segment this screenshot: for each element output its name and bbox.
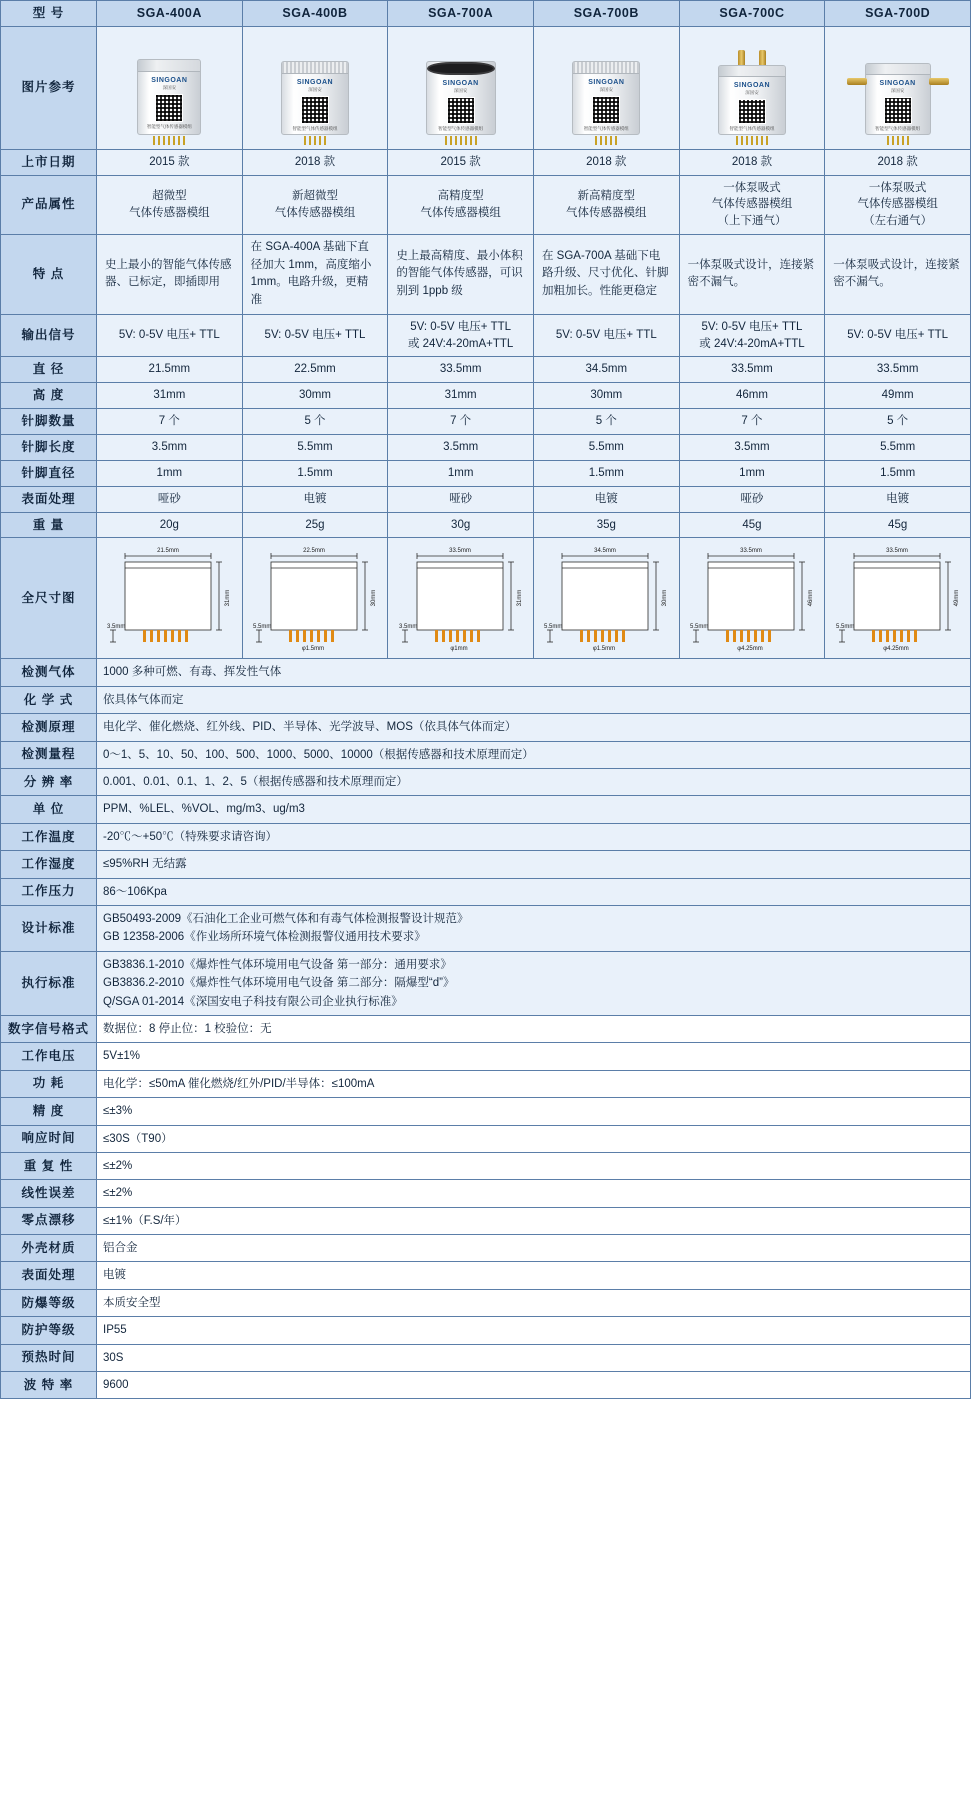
row-label: 特 点 bbox=[1, 234, 97, 314]
dimension-cell bbox=[97, 538, 243, 659]
row-label: 波 特 率 bbox=[1, 1372, 97, 1399]
qr-code-icon bbox=[592, 96, 620, 124]
spec-cell: 哑砂 bbox=[388, 486, 534, 512]
spec-cell: 30mm bbox=[242, 383, 388, 409]
spec-cell: 31mm bbox=[97, 383, 243, 409]
row-label: 工作电压 bbox=[1, 1043, 97, 1070]
spec-value-cell: 本质安全型 bbox=[97, 1289, 971, 1316]
table-row bbox=[1, 1070, 971, 1097]
row-label: 表面处理 bbox=[1, 486, 97, 512]
sensor-body bbox=[426, 61, 496, 135]
spec-cell: 45g bbox=[679, 512, 825, 538]
brand-label: SINGOAN bbox=[733, 81, 771, 89]
product-caption: 智能型气体传感器模组 bbox=[438, 125, 484, 131]
spec-cell: 2015 款 bbox=[388, 149, 534, 175]
spec-cell: 5V: 0-5V 电压+ TTL bbox=[97, 315, 243, 357]
row-label: 产品属性 bbox=[1, 175, 97, 234]
row-label: 工作湿度 bbox=[1, 851, 97, 878]
spec-value-cell: 0～1、5、10、50、100、500、1000、5000、10000（根据传感器和技术原理而定） bbox=[97, 741, 971, 768]
product-image-cell bbox=[388, 26, 534, 149]
spec-cell: 1.5mm bbox=[533, 460, 679, 486]
spec-cell: 20g bbox=[97, 512, 243, 538]
spec-cell: 一体泵吸式设计，连接紧密不漏气。 bbox=[679, 234, 825, 314]
product-caption: 智能型气体传感器模组 bbox=[292, 125, 338, 131]
row-label: 针脚长度 bbox=[1, 434, 97, 460]
spec-cell: 5V: 0-5V 电压+ TTL bbox=[242, 315, 388, 357]
table-row bbox=[1, 26, 971, 149]
spec-value-cell: ≤±1%（F.S/年） bbox=[97, 1207, 971, 1234]
table-row bbox=[1, 741, 971, 768]
model-header-sga-400b: SGA-400B bbox=[242, 1, 388, 27]
sensor-body bbox=[718, 65, 786, 135]
table-row bbox=[1, 175, 971, 234]
svg-text:φ1.5mm: φ1.5mm bbox=[301, 646, 325, 653]
row-label: 上市日期 bbox=[1, 149, 97, 175]
spec-cell: 新高精度型 气体传感器模组 bbox=[533, 175, 679, 234]
spec-cell: 5.5mm bbox=[242, 434, 388, 460]
qr-code-icon bbox=[301, 96, 329, 124]
row-label: 表面处理 bbox=[1, 1262, 97, 1289]
model-header-sga-700b: SGA-700B bbox=[533, 1, 679, 27]
spec-cell: 高精度型 气体传感器模组 bbox=[388, 175, 534, 234]
sensor-photo bbox=[103, 31, 236, 145]
svg-text:3.5mm: 3.5mm bbox=[398, 624, 417, 631]
spec-cell: 33.5mm bbox=[825, 357, 971, 383]
sensor-pins bbox=[153, 136, 185, 145]
spec-cell: 33.5mm bbox=[388, 357, 534, 383]
spec-value-cell: 依具体气体而定 bbox=[97, 686, 971, 713]
brand-sub-label: 深国安 bbox=[453, 88, 468, 94]
spec-value-cell: 电化学、催化燃烧、红外线、PID、半导体、光学波导、MOS（依具体气体而定） bbox=[97, 714, 971, 741]
spec-cell: 电镀 bbox=[533, 486, 679, 512]
svg-text:5.5mm: 5.5mm bbox=[689, 624, 709, 631]
row-label: 高 度 bbox=[1, 383, 97, 409]
table-row bbox=[1, 796, 971, 823]
spec-cell: 在 SGA-700A 基础下电路升级、尺寸优化、针脚加粗加长。性能更稳定 bbox=[533, 234, 679, 314]
spec-cell: 34.5mm bbox=[533, 357, 679, 383]
spec-cell: 5.5mm bbox=[825, 434, 971, 460]
svg-text:φ4.25mm: φ4.25mm bbox=[737, 646, 763, 653]
spec-value-cell: -20℃～+50℃（特殊要求请咨询） bbox=[97, 823, 971, 850]
table-row bbox=[1, 659, 971, 686]
spec-cell: 2018 款 bbox=[679, 149, 825, 175]
spec-cell: 一体泵吸式设计，连接紧密不漏气。 bbox=[825, 234, 971, 314]
spec-cell: 2015 款 bbox=[97, 149, 243, 175]
product-caption: 智能型气体传感器模组 bbox=[146, 123, 192, 129]
spec-cell: 7 个 bbox=[97, 409, 243, 435]
brand-sub-label: 深国安 bbox=[162, 84, 177, 90]
spec-cell: 33.5mm bbox=[679, 357, 825, 383]
row-label: 响应时间 bbox=[1, 1125, 97, 1152]
table-row bbox=[1, 234, 971, 314]
row-label: 化 学 式 bbox=[1, 686, 97, 713]
spec-value-cell: 86～106Kpa bbox=[97, 878, 971, 905]
spec-value-cell: ≤±3% bbox=[97, 1098, 971, 1125]
svg-text:φ4.25mm: φ4.25mm bbox=[882, 646, 909, 653]
sensor-cap bbox=[138, 60, 200, 72]
sensor-pins bbox=[595, 136, 617, 145]
spec-cell: 超微型 气体传感器模组 bbox=[97, 175, 243, 234]
table-row bbox=[1, 714, 971, 741]
nozzle-pair-icon bbox=[738, 50, 766, 66]
row-label: 数字信号格式 bbox=[1, 1015, 97, 1042]
spec-value-cell: 30S bbox=[97, 1344, 971, 1371]
spec-cell: 哑砂 bbox=[97, 486, 243, 512]
spec-cell: 1mm bbox=[97, 460, 243, 486]
svg-text:34.5mm: 34.5mm bbox=[594, 548, 617, 555]
brand-label: SINGOAN bbox=[151, 76, 188, 84]
table-row bbox=[1, 1235, 971, 1262]
spec-cell: 3.5mm bbox=[97, 434, 243, 460]
spec-cell: 5.5mm bbox=[533, 434, 679, 460]
brand-sub-label: 深国安 bbox=[308, 86, 322, 92]
svg-text:31mm: 31mm bbox=[225, 590, 232, 607]
sensor-cap bbox=[282, 62, 348, 74]
brand-sub-label: 深国安 bbox=[599, 86, 614, 92]
model-header-sga-700a: SGA-700A bbox=[388, 1, 534, 27]
spec-cell: 5V: 0-5V 电压+ TTL 或 24V:4-20mA+TTL bbox=[388, 315, 534, 357]
table-row bbox=[1, 686, 971, 713]
row-label: 重 量 bbox=[1, 512, 97, 538]
svg-text:33.5mm: 33.5mm bbox=[448, 548, 471, 555]
spec-cell: 一体泵吸式 气体传感器模组 （左右通气） bbox=[825, 175, 971, 234]
sensor-cap bbox=[866, 64, 930, 75]
row-label: 图片参考 bbox=[1, 26, 97, 149]
model-header-sga-700c: SGA-700C bbox=[679, 1, 825, 27]
row-label: 防护等级 bbox=[1, 1317, 97, 1344]
spec-cell: 5 个 bbox=[825, 409, 971, 435]
product-image-cell bbox=[242, 26, 388, 149]
table-row bbox=[1, 1207, 971, 1234]
table-row bbox=[1, 460, 971, 486]
row-label: 重 复 性 bbox=[1, 1152, 97, 1179]
table-row bbox=[1, 1015, 971, 1042]
row-label: 执行标准 bbox=[1, 951, 97, 1015]
spec-value-cell: 电镀 bbox=[97, 1262, 971, 1289]
spec-value-cell: IP55 bbox=[97, 1317, 971, 1344]
row-label: 检测气体 bbox=[1, 659, 97, 686]
spec-value-cell: GB3836.1-2010《爆炸性气体环境用电气设备 第一部分：通用要求》 GB3836.2-2010《爆炸性气体环境用电气设备 第二部分：隔爆型“d”》 Q/SGA 01-2014《深国安电子科技有限公司企业执行标准》 bbox=[97, 951, 971, 1015]
spec-value-cell: 0.001、0.01、0.1、1、2、5（根据传感器和技术原理而定） bbox=[97, 769, 971, 796]
dimension-cell bbox=[388, 538, 534, 659]
brand-label: SINGOAN bbox=[296, 78, 334, 86]
spec-value-cell: ≤±2% bbox=[97, 1180, 971, 1207]
sensor-photo bbox=[831, 31, 964, 145]
qr-code-icon bbox=[884, 97, 912, 124]
table-row bbox=[1, 1098, 971, 1125]
row-label: 工作温度 bbox=[1, 823, 97, 850]
spec-cell: 22.5mm bbox=[242, 357, 388, 383]
table-row bbox=[1, 1125, 971, 1152]
row-label: 输出信号 bbox=[1, 315, 97, 357]
dimension-drawing bbox=[540, 542, 673, 654]
table-row bbox=[1, 1289, 971, 1316]
row-label: 工作压力 bbox=[1, 878, 97, 905]
sensor-pins bbox=[304, 136, 326, 145]
svg-text:33.5mm: 33.5mm bbox=[885, 548, 908, 555]
spec-cell: 35g bbox=[533, 512, 679, 538]
spec-cell: 1.5mm bbox=[825, 460, 971, 486]
svg-text:31mm: 31mm bbox=[516, 590, 523, 607]
table-row bbox=[1, 409, 971, 435]
table-row bbox=[1, 315, 971, 357]
spec-cell: 45g bbox=[825, 512, 971, 538]
spec-cell: 5 个 bbox=[533, 409, 679, 435]
dimension-drawing bbox=[831, 542, 964, 654]
spec-cell: 25g bbox=[242, 512, 388, 538]
dimension-drawing bbox=[103, 542, 236, 654]
dimension-drawing bbox=[686, 542, 819, 654]
spec-cell: 5V: 0-5V 电压+ TTL bbox=[533, 315, 679, 357]
spec-cell: 30mm bbox=[533, 383, 679, 409]
sensor-photo bbox=[249, 31, 382, 145]
row-label: 直 径 bbox=[1, 357, 97, 383]
sensor-cap bbox=[427, 62, 495, 75]
sensor-photo bbox=[540, 31, 673, 145]
spec-value-cell: GB50493-2009《石油化工企业可燃气体和有毒气体检测报警设计规范》 GB 12358-2006《作业场所环境气体检测报警仪通用技术要求》 bbox=[97, 906, 971, 952]
product-caption: 智能型气体传感器模组 bbox=[729, 125, 775, 131]
brand-sub-label: 深国安 bbox=[745, 89, 759, 95]
row-label: 检测原理 bbox=[1, 714, 97, 741]
spec-cell: 21.5mm bbox=[97, 357, 243, 383]
spec-cell: 2018 款 bbox=[533, 149, 679, 175]
svg-text:φ1mm: φ1mm bbox=[450, 646, 468, 653]
dimension-drawing bbox=[394, 542, 527, 654]
row-label: 分 辨 率 bbox=[1, 769, 97, 796]
table-row bbox=[1, 357, 971, 383]
spec-cell: 7 个 bbox=[388, 409, 534, 435]
spec-cell: 电镀 bbox=[242, 486, 388, 512]
spec-cell: 5V: 0-5V 电压+ TTL bbox=[825, 315, 971, 357]
sensor-cap bbox=[719, 66, 785, 77]
dimension-cell bbox=[533, 538, 679, 659]
product-image-cell bbox=[679, 26, 825, 149]
svg-text:3.5mm: 3.5mm bbox=[107, 624, 126, 631]
sensor-body bbox=[281, 61, 349, 135]
svg-text:φ1.5mm: φ1.5mm bbox=[593, 646, 616, 653]
spec-cell: 在 SGA-400A 基础下直径加大 1mm，高度缩小 1mm。电路升级，更精准 bbox=[242, 234, 388, 314]
table-row bbox=[1, 434, 971, 460]
row-label-model: 型 号 bbox=[1, 1, 97, 27]
table-row bbox=[1, 486, 971, 512]
spec-value-cell: 5V±1% bbox=[97, 1043, 971, 1070]
row-label: 线性误差 bbox=[1, 1180, 97, 1207]
spec-cell: 5V: 0-5V 电压+ TTL 或 24V:4-20mA+TTL bbox=[679, 315, 825, 357]
sensor-pins bbox=[736, 136, 768, 145]
table-row bbox=[1, 512, 971, 538]
spec-value-cell: 铝合金 bbox=[97, 1235, 971, 1262]
sensor-body bbox=[865, 63, 931, 135]
sensor-pins bbox=[445, 136, 477, 145]
table-row bbox=[1, 1180, 971, 1207]
table-row bbox=[1, 906, 971, 952]
svg-text:30mm: 30mm bbox=[662, 590, 669, 607]
table-row bbox=[1, 1152, 971, 1179]
row-label: 全尺寸图 bbox=[1, 538, 97, 659]
svg-text:21.5mm: 21.5mm bbox=[157, 548, 180, 555]
row-label: 针脚数量 bbox=[1, 409, 97, 435]
row-label: 针脚直径 bbox=[1, 460, 97, 486]
spec-cell: 3.5mm bbox=[679, 434, 825, 460]
spec-cell: 2018 款 bbox=[242, 149, 388, 175]
brand-label: SINGOAN bbox=[588, 78, 625, 86]
spec-cell: 1mm bbox=[679, 460, 825, 486]
table-row bbox=[1, 1262, 971, 1289]
spec-value-cell: 1000 多种可燃、有毒、挥发性气体 bbox=[97, 659, 971, 686]
row-label: 功 耗 bbox=[1, 1070, 97, 1097]
spec-cell: 2018 款 bbox=[825, 149, 971, 175]
spec-value-cell: 9600 bbox=[97, 1372, 971, 1399]
sensor-pins bbox=[887, 136, 909, 145]
row-label: 预热时间 bbox=[1, 1344, 97, 1371]
model-header-sga-700d: SGA-700D bbox=[825, 1, 971, 27]
nozzle-right-icon bbox=[929, 78, 949, 85]
table-row bbox=[1, 769, 971, 796]
table-row bbox=[1, 851, 971, 878]
brand-label: SINGOAN bbox=[442, 80, 479, 88]
dimension-cell bbox=[679, 538, 825, 659]
row-label: 防爆等级 bbox=[1, 1289, 97, 1316]
sensor-body bbox=[572, 61, 640, 135]
sensor-cap bbox=[573, 62, 639, 74]
product-image-cell bbox=[97, 26, 243, 149]
svg-text:46mm: 46mm bbox=[807, 590, 814, 607]
table-row bbox=[1, 823, 971, 850]
row-label: 外壳材质 bbox=[1, 1235, 97, 1262]
spec-cell: 电镀 bbox=[825, 486, 971, 512]
spec-value-cell: 电化学：≤50mA 催化燃烧/红外/PID/半导体：≤100mA bbox=[97, 1070, 971, 1097]
svg-text:5.5mm: 5.5mm bbox=[544, 624, 563, 631]
spec-value-cell: 数据位：8 停止位：1 校验位：无 bbox=[97, 1015, 971, 1042]
table-row bbox=[1, 1043, 971, 1070]
sensor-photo bbox=[394, 31, 527, 145]
spec-cell: 3.5mm bbox=[388, 434, 534, 460]
sensor-body bbox=[137, 59, 201, 135]
dimension-cell bbox=[825, 538, 971, 659]
qr-code-icon bbox=[155, 94, 183, 122]
spec-cell: 30g bbox=[388, 512, 534, 538]
nozzle-left-icon bbox=[847, 78, 867, 85]
qr-code-icon bbox=[738, 99, 766, 124]
svg-text:30mm: 30mm bbox=[370, 590, 377, 607]
row-label: 单 位 bbox=[1, 796, 97, 823]
table-row bbox=[1, 1317, 971, 1344]
svg-text:22.5mm: 22.5mm bbox=[303, 548, 325, 555]
product-image-cell bbox=[533, 26, 679, 149]
table-row bbox=[1, 878, 971, 905]
spec-cell: 史上最高精度、最小体积的智能气体传感器，可识别到 1ppb 级 bbox=[388, 234, 534, 314]
spec-cell: 一体泵吸式 气体传感器模组 （上下通气） bbox=[679, 175, 825, 234]
product-image-cell bbox=[825, 26, 971, 149]
spec-cell: 1mm bbox=[388, 460, 534, 486]
row-label: 精 度 bbox=[1, 1098, 97, 1125]
table-row bbox=[1, 383, 971, 409]
brand-sub-label: 深国安 bbox=[890, 88, 905, 94]
svg-text:5.5mm: 5.5mm bbox=[252, 624, 272, 631]
spec-cell: 5 个 bbox=[242, 409, 388, 435]
spec-cell: 46mm bbox=[679, 383, 825, 409]
brand-label: SINGOAN bbox=[879, 80, 916, 88]
qr-code-icon bbox=[447, 97, 475, 124]
table-row bbox=[1, 149, 971, 175]
svg-text:33.5mm: 33.5mm bbox=[740, 548, 762, 555]
table-row bbox=[1, 1344, 971, 1371]
spec-value-cell: ≤95%RH 无结露 bbox=[97, 851, 971, 878]
product-caption: 智能型气体传感器模组 bbox=[583, 125, 629, 131]
svg-text:49mm: 49mm bbox=[953, 590, 960, 607]
table-row bbox=[1, 1, 971, 27]
row-label: 检测量程 bbox=[1, 741, 97, 768]
product-caption: 智能型气体传感器模组 bbox=[875, 125, 921, 131]
spec-cell: 7 个 bbox=[679, 409, 825, 435]
table-row bbox=[1, 951, 971, 1015]
sensor-photo bbox=[686, 31, 819, 145]
spec-cell: 新超微型 气体传感器模组 bbox=[242, 175, 388, 234]
table-row bbox=[1, 1372, 971, 1399]
spec-value-cell: PPM、%LEL、%VOL、mg/m3、ug/m3 bbox=[97, 796, 971, 823]
table-row bbox=[1, 538, 971, 659]
dimension-cell bbox=[242, 538, 388, 659]
spec-cell: 1.5mm bbox=[242, 460, 388, 486]
svg-text:5.5mm: 5.5mm bbox=[835, 624, 854, 631]
dimension-drawing bbox=[249, 542, 382, 654]
spec-value-cell: ≤±2% bbox=[97, 1152, 971, 1179]
spec-cell: 31mm bbox=[388, 383, 534, 409]
spec-value-cell: ≤30S（T90） bbox=[97, 1125, 971, 1152]
spec-cell: 史上最小的智能气体传感器、已标定，即插即用 bbox=[97, 234, 243, 314]
row-label: 设计标准 bbox=[1, 906, 97, 952]
spec-cell: 哑砂 bbox=[679, 486, 825, 512]
model-header-sga-400a: SGA-400A bbox=[97, 1, 243, 27]
row-label: 零点漂移 bbox=[1, 1207, 97, 1234]
spec-cell: 49mm bbox=[825, 383, 971, 409]
